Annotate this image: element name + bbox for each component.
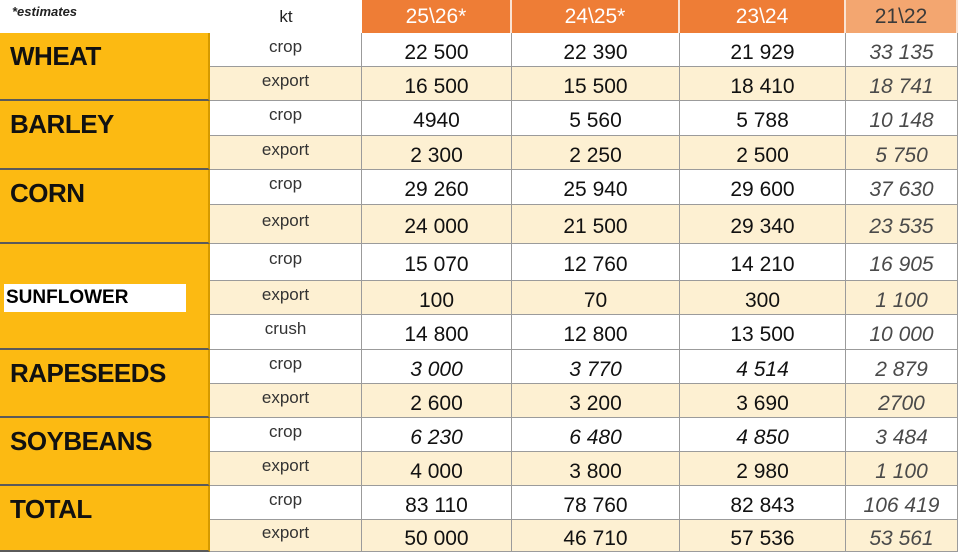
table-cell-value: 2 980 (680, 452, 846, 486)
table-cell-value: 1 100 (846, 281, 958, 315)
table-cell-value: 21 929 (680, 33, 846, 67)
year-header: 25\26* (362, 0, 512, 33)
measure-type: export (210, 452, 362, 486)
commodity-label-soybeans: SOYBEANS (0, 418, 210, 486)
table-cell-value: 21 500 (512, 205, 680, 244)
table-cell-value: 14 210 (680, 244, 846, 281)
table-cell-value: 4940 (362, 101, 512, 136)
table-cell-value: 3 690 (680, 384, 846, 418)
table-cell-value: 12 760 (512, 244, 680, 281)
table-cell-value: 1 100 (846, 452, 958, 486)
table-cell-value: 24 000 (362, 205, 512, 244)
table-cell-value: 5 560 (512, 101, 680, 136)
table-cell-value: 23 535 (846, 205, 958, 244)
table-cell-value: 18 410 (680, 67, 846, 101)
table-cell-value: 25 940 (512, 170, 680, 205)
table-cell-value: 2 300 (362, 136, 512, 170)
commodity-label-sunflower (0, 244, 210, 350)
table-cell-value: 10 148 (846, 101, 958, 136)
table-cell-value: 3 200 (512, 384, 680, 418)
table-cell-value: 37 630 (846, 170, 958, 205)
table-cell-value: 29 340 (680, 205, 846, 244)
year-header: 24\25* (512, 0, 680, 33)
measure-type: crush (210, 315, 362, 350)
table-cell-value: 106 419 (846, 486, 958, 520)
table-cell-value: 5 788 (680, 101, 846, 136)
table-cell-value: 300 (680, 281, 846, 315)
year-header: 23\24 (680, 0, 846, 33)
year-header: 21\22 (846, 0, 958, 33)
table-cell-value: 15 500 (512, 67, 680, 101)
table-cell-value: 2 600 (362, 384, 512, 418)
measure-type: crop (210, 101, 362, 136)
measure-type: crop (210, 486, 362, 520)
table-cell-value: 3 000 (362, 350, 512, 384)
commodity-label-total: TOTAL (0, 486, 210, 552)
table-cell-value: 3 770 (512, 350, 680, 384)
table-cell-value: 78 760 (512, 486, 680, 520)
table-cell-value: 46 710 (512, 520, 680, 552)
table-cell-value: 13 500 (680, 315, 846, 350)
table-cell-value: 100 (362, 281, 512, 315)
measure-type: export (210, 520, 362, 552)
table-cell-value: 16 500 (362, 67, 512, 101)
commodity-label-rapeseeds: RAPESEEDS (0, 350, 210, 418)
table-cell-value: 2700 (846, 384, 958, 418)
table-cell-value: 2 500 (680, 136, 846, 170)
table-cell-value: 5 750 (846, 136, 958, 170)
table-cell-value: 22 500 (362, 33, 512, 67)
table-cell-value: 3 800 (512, 452, 680, 486)
unit-label: kt (279, 6, 293, 26)
table-cell-value: 29 600 (680, 170, 846, 205)
table-cell-value: 12 800 (512, 315, 680, 350)
measure-type: crop (210, 350, 362, 384)
table-cell-value: 22 390 (512, 33, 680, 67)
table-cell-value: 4 514 (680, 350, 846, 384)
table-cell-value: 83 110 (362, 486, 512, 520)
table-cell-value: 2 250 (512, 136, 680, 170)
table-cell-value: 33 135 (846, 33, 958, 67)
commodity-label-corn: CORN (0, 170, 210, 244)
table-cell-value: 53 561 (846, 520, 958, 552)
table-cell-value: 29 260 (362, 170, 512, 205)
table-cell-value: 6 230 (362, 418, 512, 452)
table-cell-value: 4 850 (680, 418, 846, 452)
table-cell-value: 6 480 (512, 418, 680, 452)
measure-type: crop (210, 33, 362, 67)
table-cell-value: 82 843 (680, 486, 846, 520)
table-cell-value: 2 879 (846, 350, 958, 384)
table-cell-value: 10 000 (846, 315, 958, 350)
estimates-note: *estimates (12, 4, 78, 19)
measure-type: export (210, 384, 362, 418)
commodity-label-wheat: WHEAT (0, 33, 210, 101)
measure-type: export (210, 136, 362, 170)
measure-type: export (210, 281, 362, 315)
sunflower-label: SUNFLOWER (4, 284, 186, 312)
commodity-label-barley: BARLEY (0, 101, 210, 170)
measure-type: export (210, 205, 362, 244)
measure-type: crop (210, 170, 362, 205)
measure-type: export (210, 67, 362, 101)
measure-type: crop (210, 244, 362, 281)
measure-type: crop (210, 418, 362, 452)
table-cell-value: 15 070 (362, 244, 512, 281)
table-cell-value: 70 (512, 281, 680, 315)
table-cell-value: 4 000 (362, 452, 512, 486)
table-cell-value: 50 000 (362, 520, 512, 552)
table-cell-value: 14 800 (362, 315, 512, 350)
table-cell-value: 16 905 (846, 244, 958, 281)
table-cell-value: 3 484 (846, 418, 958, 452)
table-cell-value: 18 741 (846, 67, 958, 101)
table-cell-value: 57 536 (680, 520, 846, 552)
